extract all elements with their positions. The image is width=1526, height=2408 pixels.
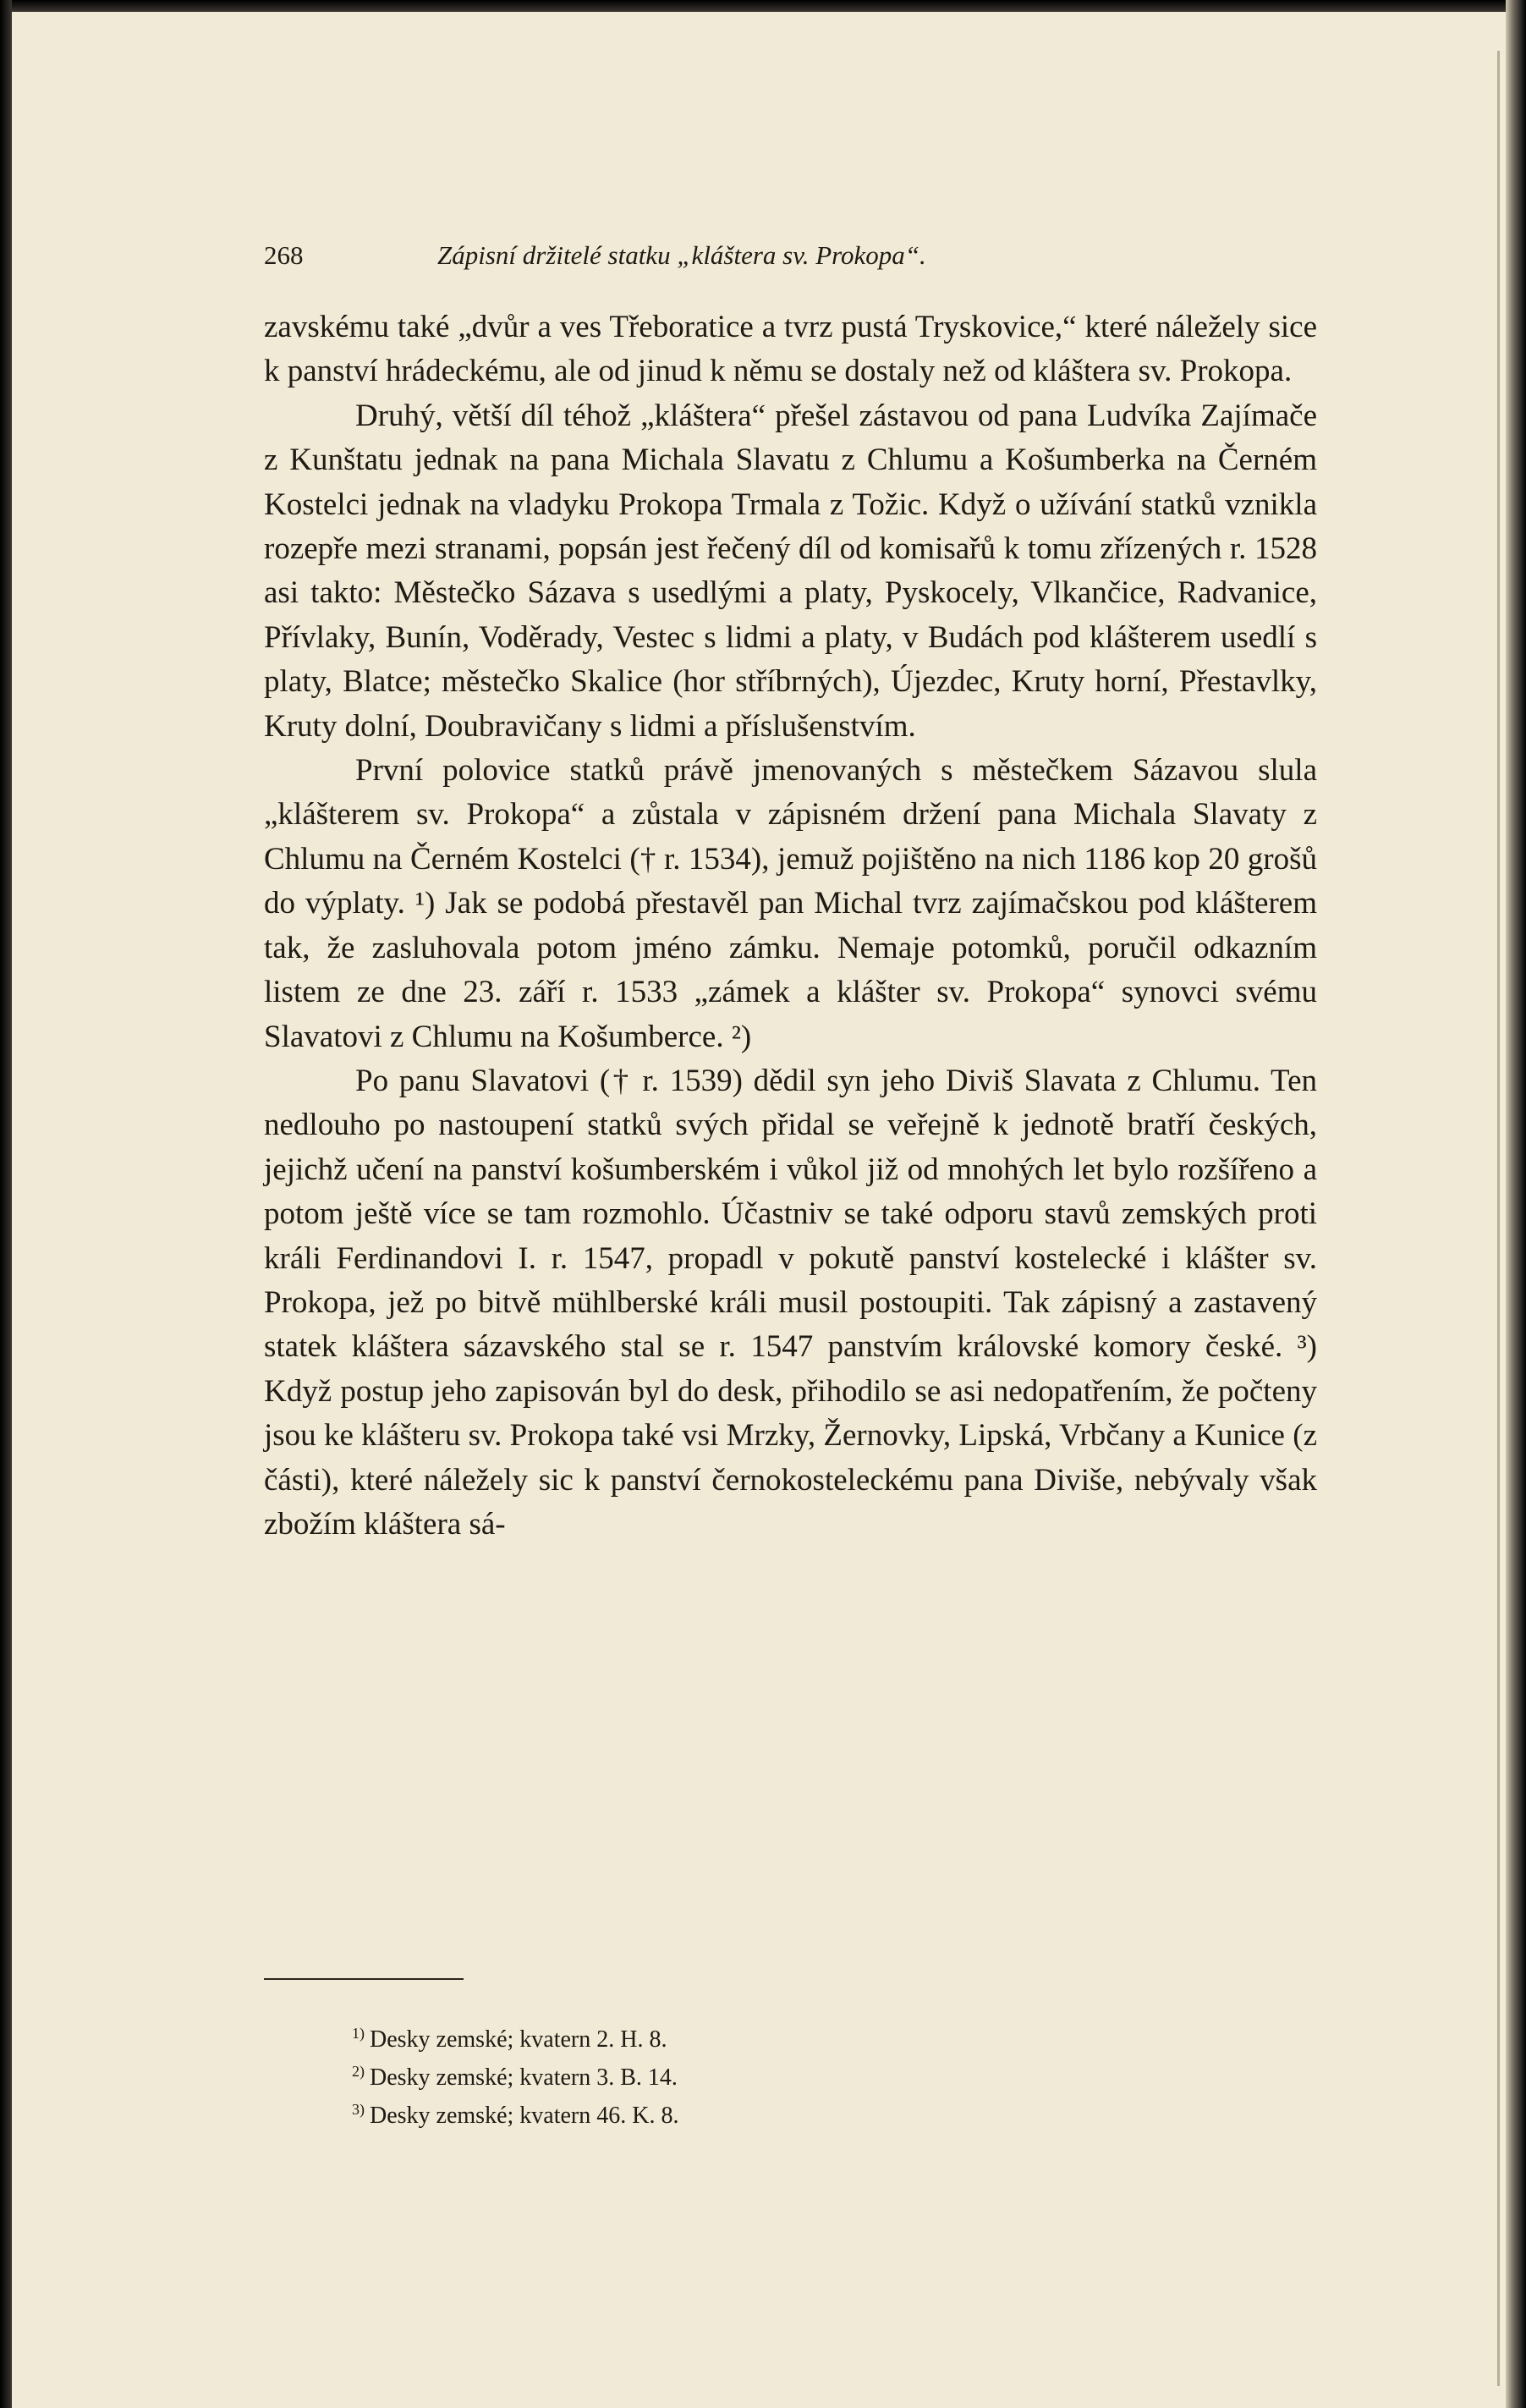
scan-edge-left <box>0 0 12 2408</box>
running-title: Zápisní držitelé statku „kláštera sv. Prokopa“. <box>437 240 926 270</box>
footnote-divider <box>264 1978 464 1980</box>
footnote-mark: 2) <box>352 2062 365 2080</box>
footnote-text: Desky zemské; kvatern 2. H. 8. <box>370 2026 667 2053</box>
paragraph: Po panu Slavatovi († r. 1539) dědil syn jeho Diviš Slavata z Chlumu. Ten nedlouho po nastoupení statků svých přidal se veřejně k jednotě bratří českých, jejichž učení na panství košumberském i vůkol již od mnohých let bylo rozšířeno a potom ještě více se tam rozmohlo. Účastniv se také odporu stavů zemských proti králi Ferdinandovi I. r. 1547, propadl v pokutě panství kostelecké i klášter sv. Prokopa, jež po bitvě mühlberské králi musil postoupiti. Tak zápisný a zastavený statek kláštera sázavského stal se r. 1547 panstvím královské komory české. ³) Když postup jeho zapisován byl do desk, přihodilo se asi nedopatřením, že počteny jsou ke klášteru sv. Prokopa také vsi Mrzky, Žernovky, Lipská, Vrbčany a Kunice (z části), které náležely sic k panství černokosteleckému pana Diviše, nebývaly však zbožím kláštera sá- <box>264 1063 1317 1542</box>
scan-edge-top <box>0 0 1526 12</box>
scan-edge-right <box>1506 0 1526 2408</box>
paragraph: Druhý, větší díl téhož „kláštera“ přešel zástavou od pana Ludvíka Zajímače z Kunštatu jednak na pana Michala Slavatu z Chlumu a Košumberka na Černém Kostelci jednak na vladyku Prokopa Trmala z Tožic. Když o užívání statků vznikla rozepře mezi stranami, popsán jest řečený díl od komisařů k tomu zřízených r. 1528 asi takto: Městečko Sázava s usedlými a platy, Pyskocely, Vlkančice, Radvanice, Přívlaky, Bunín, Voděrady, Vestec s lidmi a platy, v Budách pod klášterem usedlí s platy, Blatce; městečko Skalice (hor stříbrných), Újezdec, Kruty horní, Přestavlky, Kruty dolní, Doubravičany s lidmi a příslušenstvím. <box>264 398 1317 744</box>
page-gutter-line <box>1497 51 1500 2386</box>
paragraph-continuation: zavskému také „dvůr a ves Třeboratice a tvrz pustá Tryskovice,“ které náležely sice k panství hrádeckému, ale od jinud k němu se dostaly než od kláštera sv. Prokopa. <box>264 310 1317 389</box>
footnote <box>352 2020 1113 2059</box>
footnote-mark: 1) <box>352 2024 365 2042</box>
footnote-text: Desky zemské; kvatern 46. K. 8. <box>370 2103 679 2129</box>
footnote <box>352 2059 1113 2097</box>
paragraph: První polovice statků právě jmenovaných s městečkem Sázavou slula „klášterem sv. Prokopa“ a zůstala v zápisném držení pana Michala Slavaty z Chlumu na Černém Kostelci († r. 1534), jemuž pojištěno na nich 1186 kop 20 grošů do výplaty. ¹) Jak se podobá přestavěl pan Michal tvrz zajímačskou pod klášterem tak, že zasluhovala potom jméno zámku. Nemaje potomků, poručil odkazním listem ze dne 23. září r. 1533 „zámek a klášter sv. Prokopa“ synovci svému Slavatovi z Chlumu na Košumberce. ²) <box>264 753 1317 1054</box>
footnote <box>352 2097 1113 2135</box>
footnote-text: Desky zemské; kvatern 3. B. 14. <box>370 2064 678 2091</box>
body-text <box>264 305 1317 1547</box>
footnote-mark: 3) <box>352 2100 365 2118</box>
footnotes <box>352 2020 1113 2135</box>
page-number: 268 <box>264 240 304 270</box>
page-header <box>264 239 1321 272</box>
